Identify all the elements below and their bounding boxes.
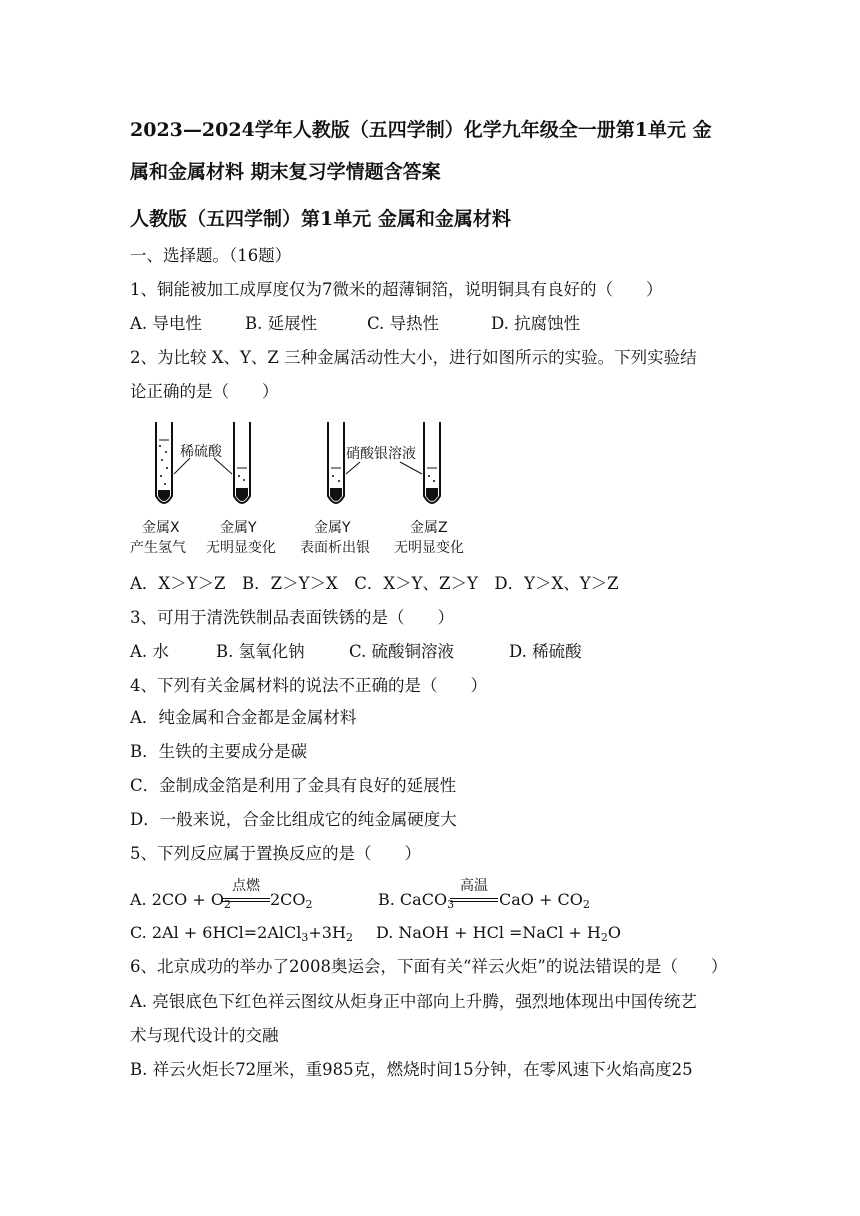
tube-3-metal: 金属Y [314,520,351,536]
tube-2-metal: 金属Y [220,520,257,536]
q5-c-text: C. 2Al + 6HCl=2AlCl [130,923,302,942]
q5-stem: 5、下列反应属于置换反应的是（ ） [130,844,421,863]
q3-stem: 3、可用于清洗铁制品表面铁锈的是（ ） [130,608,454,627]
q5-option-d: D. NaOH + HCl =NaCl + $H_2O$ [376,923,621,944]
q5-b-condition: 高温 [460,878,488,894]
q5-b-equals [450,898,498,902]
reagent-right-label: 硝酸银溶液 [346,446,416,462]
q4-option-c: C．金制成金箔是利用了金具有良好的延展性 [130,776,457,795]
doc-title-line1: 2023—2024学年人教版（五四学制）化学九年级全一册第1单元 金 [130,119,712,141]
q4-stem: 4、下列有关金属材料的说法不正确的是（ ） [130,676,487,695]
q1-option-d: D. 抗腐蚀性 [491,314,581,333]
q5-a-condition: 点燃 [232,878,260,894]
q1-stem: 1、铜能被加工成厚度仅为7微米的超薄铜箔，说明铜具有良好的（ ） [130,280,663,299]
q4-option-a: A．纯金属和合金都是金属材料 [130,708,357,727]
tube-3-result: 表面析出银 [300,540,370,556]
q1-option-c: C. 导热性 [367,314,440,333]
test-tube-figure [128,418,478,558]
document-page: 2023—2024学年人教版（五四学制）化学九年级全一册第1单元 金 属和金属材料 期末复习学情题含答案 人教版（五四学制）第1单元 金属和金属材料 一、选择题。（16题） 1、铜能被加工成厚度仅为7微米的超薄铜箔，说明铜具有良好的（ ） A. 导电性 B. 延展性 C. 导热性 D. 抗腐蚀性 2、为比较 X、Y、Z 三种金属活动性大小，进行如图所示的实验。下列实验结 论正确的是（ ） 稀硫酸 硝酸银溶液 金属X 产生氢气 金属Y 无明显变化 金属Y 表面析出银 金属Z 无明显变化 A．X＞Y＞Z B．Z＞Y＞X C．X＞Y、Z＞Y D．Y＞X、Y＞Z 3、可用于清洗铁制品表面铁锈的是（ ） A. 水 B. 氢氧化钠 C. 硫酸铜溶液 D. 稀硫酸 4、下列有关金属材料的说法不正确的是（ ） A．纯金属和合金都是金属材料 B．生铁的主要成分是碳 C．金制成金箔是利用了金具有良好的延展性 D．一般来说，合金比组成它的纯金属硬度大 5、下列反应属于置换反应的是（ ） A. $2CO + O_2$ 点燃 $2CO_2$ B. CaCO$_3$ 高温 CaO + $CO_2$ C. $2Al + 6HCl=2AlCl_3+3H_2$ D. NaOH + HCl =NaCl + $H_2O$ 6、北京成功的举办了2008奥运会，下面有关“祥云火炬”的说法错误的是（ ） A. 亮银底色下红色祥云图纹从炬身正中部向上升腾，强烈地体现出中国传统艺 术与现代设计的交融 B. 祥云火炬长72厘米，重985克，燃烧时间15分钟，在零风速下火焰高度25 [130,119,728,1079]
q1-option-a: A. 导电性 [130,314,202,333]
tube-2-result: 无明显变化 [206,540,276,556]
q3-option-c: C. 硫酸铜溶液 [349,642,455,661]
q4-option-b: B．生铁的主要成分是碳 [130,742,308,761]
doc-title-line2: 属和金属材料 期末复习学情题含答案 [130,161,441,183]
q5-option-c: C. $2Al + 6HCl=2AlCl_3+3H_2$ [130,923,353,944]
q2-options: A．X＞Y＞Z B．Z＞Y＞X C．X＞Y、Z＞Y D．Y＞X、Y＞Z [130,574,619,593]
q2-stem-line2: 论正确的是（ ） [130,382,279,401]
doc-subtitle: 人教版（五四学制）第1单元 金属和金属材料 [130,208,511,230]
q6-option-a-line2: 术与现代设计的交融 [130,1026,279,1045]
q3-option-b: B. 氢氧化钠 [216,642,305,661]
tube-1-metal: 金属X [142,520,180,536]
q6-option-a-line1: A. 亮银底色下红色祥云图纹从炬身正中部向上升腾，强烈地体现出中国传统艺 [130,992,697,1011]
reagent-left-label: 稀硫酸 [180,444,222,460]
q3-option-d: D. 稀硫酸 [509,642,582,661]
section-heading: 一、选择题。（16题） [130,246,292,265]
q5-a-equals [222,898,270,902]
q6-stem: 6、北京成功的举办了2008奥运会，下面有关“祥云火炬”的说法错误的是（ ） [130,957,728,976]
q1-option-b: B. 延展性 [245,314,318,333]
tube-1-result: 产生氢气 [130,540,186,556]
q4-option-d: D．一般来说，合金比组成它的纯金属硬度大 [130,810,457,829]
q6-option-b-line1: B. 祥云火炬长72厘米，重985克，燃烧时间15分钟，在零风速下火焰高度25 [130,1060,693,1079]
tube-4-result: 无明显变化 [394,540,464,556]
tube-4-metal: 金属Z [410,520,448,536]
q2-stem-line1: 2、为比较 X、Y、Z 三种金属活动性大小，进行如图所示的实验。下列实验结 [130,348,697,367]
q3-option-a: A. 水 [130,642,169,661]
q5-d-text: D. NaOH + HCl =NaCl + H [376,923,601,942]
